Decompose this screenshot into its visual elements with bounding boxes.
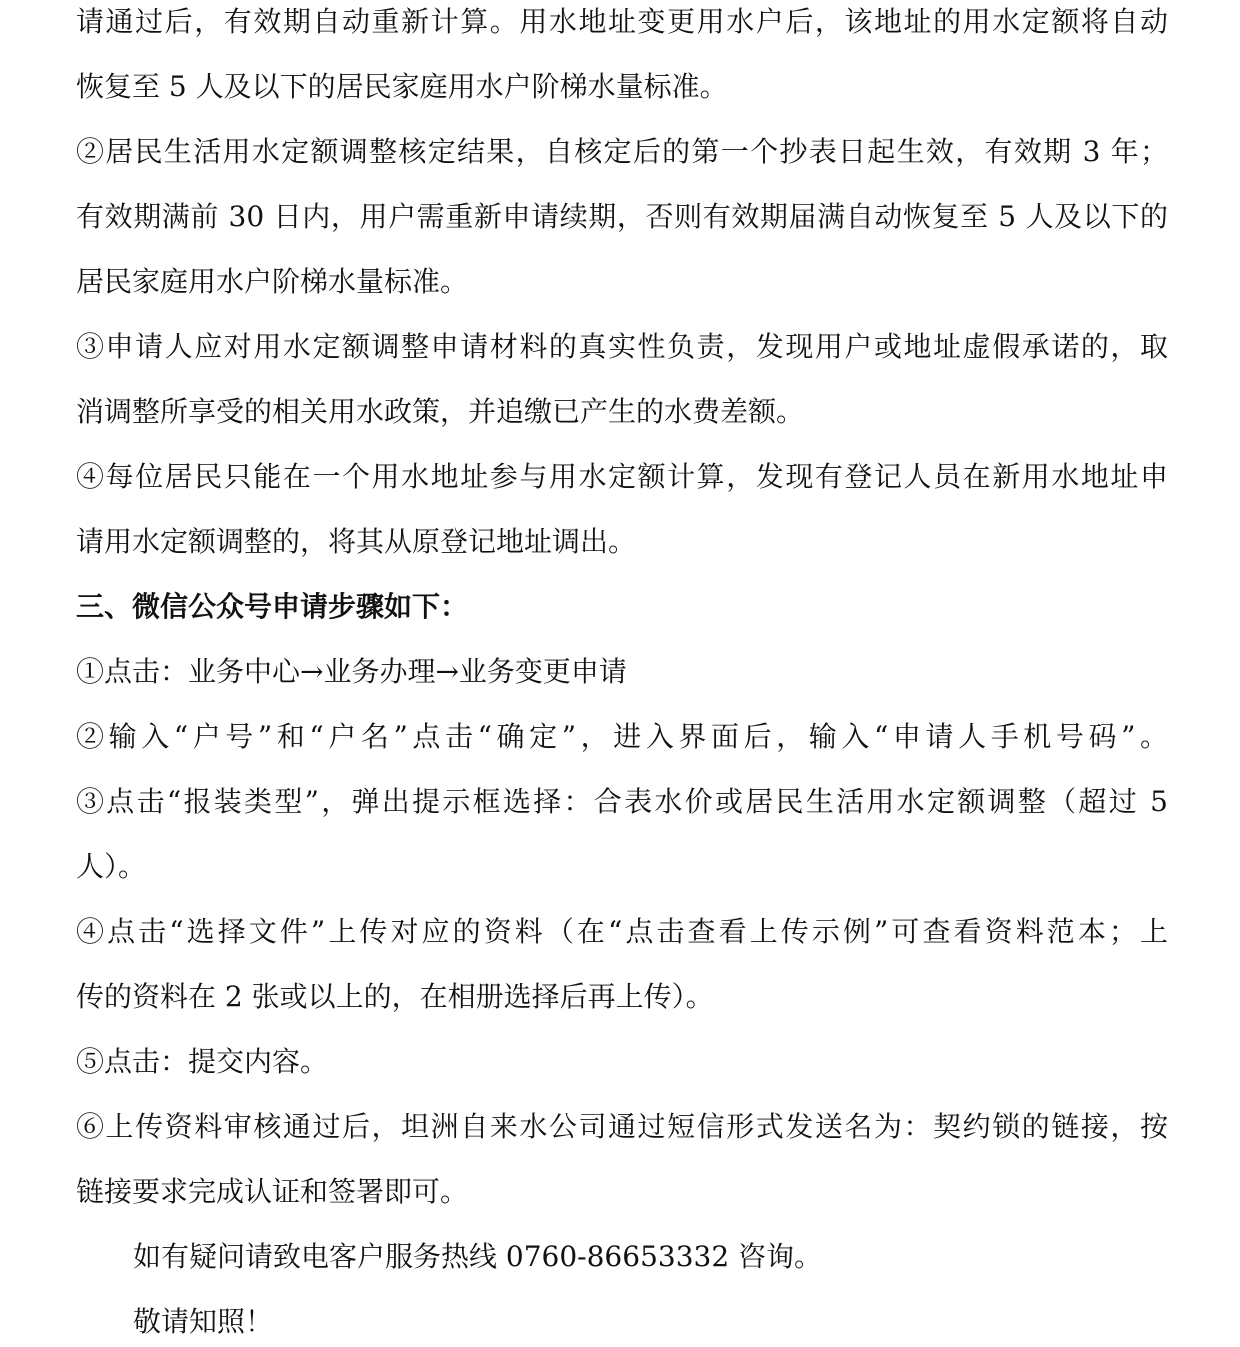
text-line: ⑥上传资料审核通过后，坦洲自来水公司通过短信形式发送名为：契约锁的链接，按	[76, 1110, 1168, 1143]
text-line: ④每位居民只能在一个用水地址参与用水定额计算，发现有登记人员在新用水地址申	[76, 460, 1168, 493]
text-line: ⑤点击：提交内容。	[76, 1045, 329, 1078]
text-line: 有效期满前 30 日内，用户需重新申请续期，否则有效期届满自动恢复至 5 人及以下的	[76, 200, 1168, 233]
text-line: 消调整所享受的相关用水政策，并追缴已产生的水费差额。	[76, 395, 805, 428]
text-line: 链接要求完成认证和签署即可。	[76, 1175, 469, 1208]
text-line: ①点击：业务中心→业务办理→业务变更申请	[76, 655, 627, 688]
text-line: ②输入“户号”和“户名”点击“确定”，进入界面后，输入“申请人手机号码”。	[76, 720, 1168, 753]
text-line: ④点击“选择文件”上传对应的资料（在“点击查看上传示例”可查看资料范本；上	[76, 915, 1168, 948]
closing-line: 敬请知照！	[133, 1305, 274, 1338]
text-line: ③申请人应对用水定额调整申请材料的真实性负责，发现用户或地址虚假承诺的，取	[76, 330, 1168, 363]
text-line: 请通过后，有效期自动重新计算。用水地址变更用水户后，该地址的用水定额将自动	[76, 5, 1168, 38]
text-line: 请用水定额调整的，将其从原登记地址调出。	[76, 525, 637, 558]
text-line: ②居民生活用水定额调整核定结果，自核定后的第一个抄表日起生效，有效期 3 年；	[76, 135, 1168, 168]
text-line: 人）。	[76, 850, 147, 883]
text-line: 恢复至 5 人及以下的居民家庭用水户阶梯水量标准。	[76, 70, 728, 103]
text-line: 居民家庭用水户阶梯水量标准。	[76, 265, 469, 298]
text-line: 传的资料在 2 张或以上的，在相册选择后再上传）。	[76, 980, 714, 1013]
text-line: ③点击“报装类型”，弹出提示框选择：合表水价或居民生活用水定额调整（超过 5	[76, 785, 1168, 818]
contact-line: 如有疑问请致电客户服务热线 0760-86653332 咨询。	[133, 1240, 823, 1273]
section-heading: 三、微信公众号申请步骤如下：	[76, 590, 469, 623]
